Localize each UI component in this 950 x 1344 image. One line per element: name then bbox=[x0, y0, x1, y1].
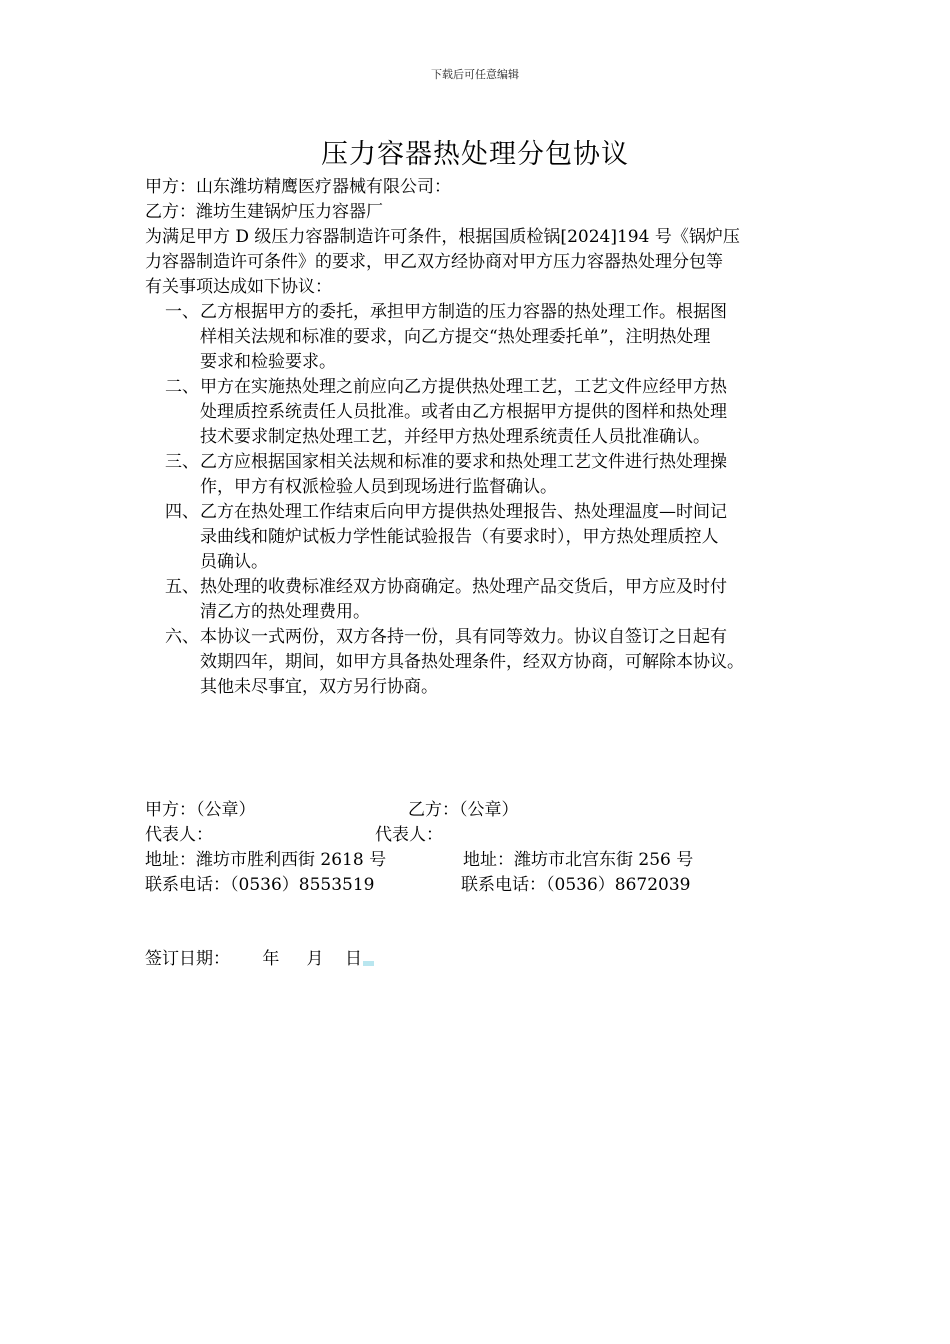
clause-number: 四、 bbox=[165, 502, 199, 522]
clause-line: 本协议一式两份，双方各持一份，具有同等效力。协议自签订之日起有 bbox=[200, 627, 727, 647]
clause-line: 要求和检验要求。 bbox=[200, 352, 336, 372]
clause-line: 处理质控系统责任人员批准。或者由乙方根据甲方提供的图样和热处理 bbox=[200, 402, 727, 422]
party-b-address: 地址：潍坊市北宫东街 256 号 bbox=[463, 850, 694, 870]
clause-line: 技术要求制定热处理工艺，并经甲方热处理系统责任人员批准确认。 bbox=[200, 427, 710, 447]
clause-number: 二、 bbox=[165, 377, 199, 397]
sign-date-row bbox=[145, 947, 374, 971]
party-b-seal: 乙方：（公章） bbox=[408, 800, 519, 820]
party-a-representative: 代表人： bbox=[145, 825, 213, 845]
party-a-address: 地址：潍坊市胜利西街 2618 号 bbox=[145, 850, 387, 870]
clause-number: 一、 bbox=[165, 302, 199, 322]
clause-line: 清乙方的热处理费用。 bbox=[200, 602, 370, 622]
clause-line: 其他未尽事宜，双方另行协商。 bbox=[200, 677, 438, 697]
clause-line: 录曲线和随炉试板力学性能试验报告（有要求时），甲方热处理质控人 bbox=[200, 527, 719, 547]
intro-line: 有关事项达成如下协议： bbox=[145, 277, 332, 297]
clause-line: 热处理的收费标准经双方协商确定。热处理产品交货后，甲方应及时付 bbox=[200, 577, 727, 597]
sign-date: 签订日期： 年 月 日 bbox=[145, 949, 363, 969]
header-note: 下载后可任意编辑 bbox=[431, 68, 519, 81]
clause-line: 作，甲方有权派检验人员到现场进行监督确认。 bbox=[200, 477, 557, 497]
clause-line: 乙方在热处理工作结束后向甲方提供热处理报告、热处理温度—时间记 bbox=[200, 502, 727, 522]
clause-number: 三、 bbox=[165, 452, 199, 472]
page-title: 压力容器热处理分包协议 bbox=[321, 139, 629, 170]
intro-line: 为满足甲方 D 级压力容器制造许可条件，根据国质检锅[2024]194 号《锅炉压 bbox=[145, 227, 740, 247]
party-b-phone: 联系电话：（0536）8672039 bbox=[461, 875, 691, 895]
clause-line: 乙方应根据国家相关法规和标准的要求和热处理工艺文件进行热处理操 bbox=[200, 452, 727, 472]
clause-line: 甲方在实施热处理之前应向乙方提供热处理工艺，工艺文件应经甲方热 bbox=[200, 377, 727, 397]
clause-number: 六、 bbox=[165, 627, 199, 647]
clause-line: 乙方根据甲方的委托，承担甲方制造的压力容器的热处理工作。根据图 bbox=[200, 302, 727, 322]
clause-line: 效期四年，期间，如甲方具备热处理条件，经双方协商，可解除本协议。 bbox=[200, 652, 744, 672]
text-cursor-marker bbox=[363, 961, 374, 966]
party-b-line: 乙方：潍坊生建锅炉压力容器厂 bbox=[145, 202, 383, 222]
party-a-line: 甲方：山东潍坊精鹰医疗器械有限公司： bbox=[145, 177, 451, 197]
party-a-phone: 联系电话：（0536）8553519 bbox=[145, 875, 375, 895]
clause-number: 五、 bbox=[165, 577, 199, 597]
party-a-seal: 甲方：（公章） bbox=[145, 800, 256, 820]
clause-line: 员确认。 bbox=[200, 552, 268, 572]
party-b-representative: 代表人： bbox=[375, 825, 443, 845]
intro-line: 力容器制造许可条件》的要求，甲乙双方经协商对甲方压力容器热处理分包等 bbox=[145, 252, 723, 272]
clause-line: 样相关法规和标准的要求，向乙方提交“热处理委托单”，注明热处理 bbox=[200, 327, 711, 347]
